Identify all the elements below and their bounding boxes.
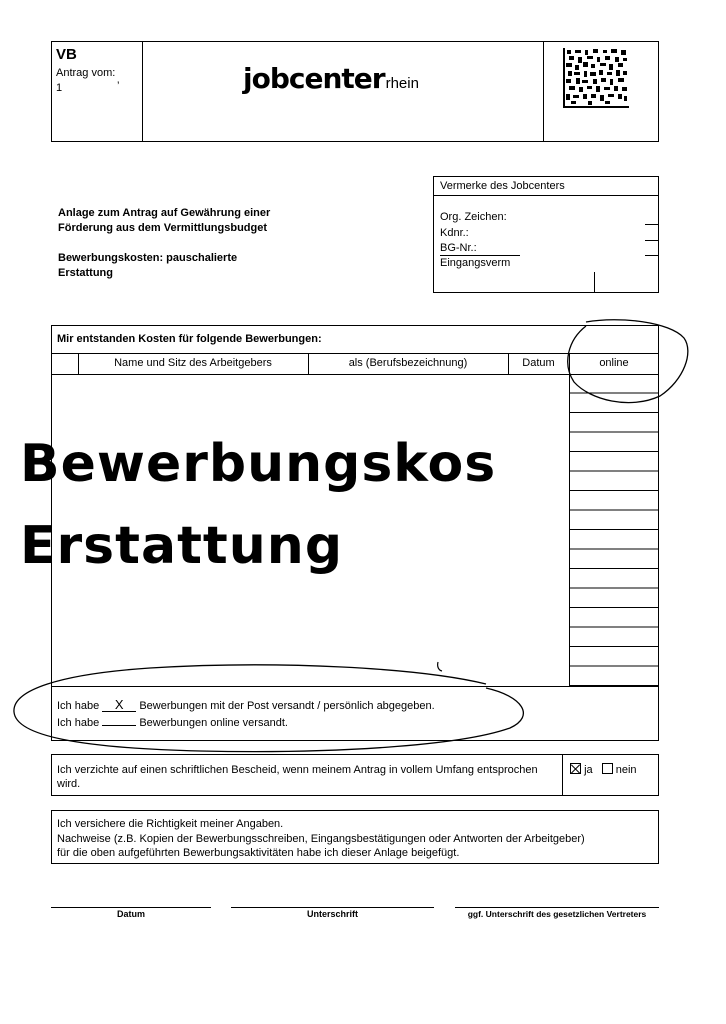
- intro-line-1: Anlage zum Antrag auf Gewährung einer: [58, 207, 271, 219]
- waiver-no-checkbox[interactable]: [602, 763, 613, 774]
- intro-line-2: Förderung aus dem Vermittlungsbudget: [58, 222, 268, 234]
- guardian-signature-line[interactable]: [455, 907, 659, 908]
- antrag-mark: ’: [117, 80, 120, 92]
- signature-label: Unterschrift: [306, 909, 358, 919]
- antrag-value[interactable]: 1: [56, 82, 63, 94]
- summary-post-prefix: Ich habe: [57, 700, 100, 712]
- summary-online-suffix: Bewerbungen online versandt.: [139, 717, 288, 729]
- column-header-job-title: als (Berufsbezeichnung): [348, 357, 468, 369]
- assurance-line-2: Nachweise (z.B. Kopien der Bewerbungsschreiben, Eingangsbestätigungen oder Antworten der Arbeitgeber) für die oben aufgeführten Bewerbungsaktivitäten habe ich dieser Anlage beigefügt.: [57, 833, 585, 859]
- summary-online-prefix: Ich habe: [57, 717, 100, 729]
- office-field-bgnr: BG-Nr.:: [440, 242, 477, 254]
- intro-line-3: Bewerbungskosten: pauschalierte: [58, 252, 238, 264]
- logo-main: jobcenter: [243, 62, 385, 95]
- intro-line-4: Erstattung: [58, 267, 113, 279]
- waiver-text: Ich verzichte auf einen schriftlichen Bescheid, wenn meinem Antrag in vollem Umfang entsprochen wird.: [57, 764, 538, 790]
- waiver-options: [570, 763, 637, 776]
- waiver-yes-label: ja: [584, 764, 593, 776]
- waiver-yes-checkbox[interactable]: [570, 763, 581, 774]
- form-code: VB: [56, 46, 77, 63]
- office-field-eingang: Eingangsverm: [440, 257, 511, 269]
- overlay-title-line-1: Bewerbungskos: [20, 434, 497, 494]
- date-label: Datum: [116, 909, 145, 919]
- assurance-line-1: Ich versichere die Richtigkeit meiner Angaben.: [57, 818, 284, 830]
- post-count-value: X: [114, 697, 124, 712]
- column-header-online: online: [599, 357, 629, 369]
- office-box-title: Vermerke des Jobcenters: [440, 180, 565, 192]
- summary-post-suffix: Bewerbungen mit der Post versandt / persönlich abgegeben.: [139, 700, 435, 712]
- date-signature-line[interactable]: [51, 907, 211, 908]
- guardian-label: ggf. Unterschrift des gesetzlichen Vertreters: [467, 909, 647, 919]
- office-field-org: Org. Zeichen:: [440, 211, 507, 223]
- column-header-date: Datum: [522, 357, 555, 369]
- office-field-kdnr: Kdnr.:: [440, 227, 469, 239]
- table-title: Mir entstanden Kosten für folgende Bewerbungen:: [57, 333, 322, 345]
- signature-line[interactable]: [231, 907, 434, 908]
- waiver-divider: [562, 754, 563, 796]
- waiver-no-label: nein: [615, 764, 637, 776]
- column-header-employer: Name und Sitz des Arbeitgebers: [114, 357, 272, 369]
- antrag-label: Antrag vom:: [56, 67, 116, 79]
- logo-suffix: rhein: [385, 75, 419, 92]
- overlay-title-line-2: Erstattung: [20, 516, 344, 576]
